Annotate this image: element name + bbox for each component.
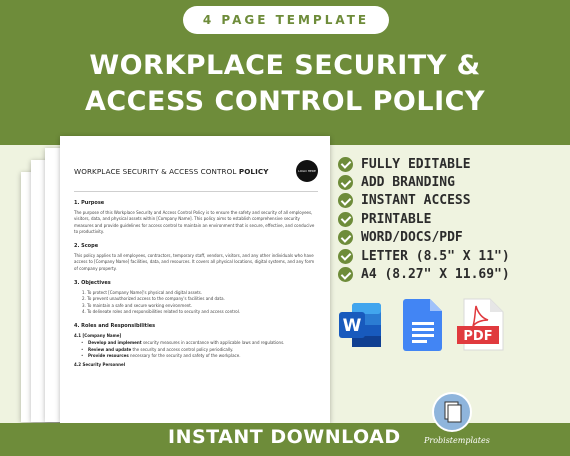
responsibility-bold: Review and update — [88, 346, 132, 352]
product-title — [0, 48, 570, 120]
section-heading-roles: 4. Roles and Responsibilities — [74, 323, 156, 330]
google-docs-icon — [403, 298, 443, 352]
objective-item: 1. To protect [Company Name]'s physical and digital assets. — [82, 290, 203, 296]
instant-download-label: INSTANT DOWNLOAD — [168, 426, 401, 448]
feature-item — [338, 173, 570, 191]
title-line-1: WORKPLACE SECURITY & — [89, 50, 481, 81]
feature-label: ADD BRANDING — [361, 175, 455, 191]
feature-label: WORD/DOCS/PDF — [361, 230, 463, 246]
check-badge-icon — [338, 249, 353, 264]
section-body-purpose: The purpose of this Workplace Security and Access Control Policy is to ensure the safety and security of all employees, visitors, data, and physical assets within [Company Name]. This policy aims to establish comprehensive security measures and provide guidelines for access control to maintain an environment that is secure, effective, and conducive to productivity. — [74, 210, 315, 234]
objective-item: 2. To prevent unauthorized access to the company's facilities and data. — [82, 296, 225, 302]
feature-item — [338, 155, 570, 173]
responsibility-text: the security and access control policy periodically. — [131, 346, 234, 352]
document-header — [74, 160, 318, 192]
check-badge-icon — [338, 157, 353, 172]
pdf-icon — [456, 298, 506, 352]
objective-item: 3. To maintain a safe and secure working environment. — [82, 302, 193, 308]
microsoft-word-icon — [338, 300, 382, 350]
feature-label: INSTANT ACCESS — [361, 193, 471, 209]
feature-item — [338, 265, 570, 283]
responsibility-bold: Provide resources — [88, 352, 129, 358]
check-badge-icon — [338, 230, 353, 245]
check-badge-icon — [338, 193, 353, 208]
document-title-bold: POLICY — [238, 166, 269, 176]
subsection-heading-security-personnel: 4.2 Security Personnel — [74, 362, 126, 368]
brand-name: Probistemplates — [424, 436, 490, 445]
subsection-heading-company: 4.1 [Company Name] — [74, 333, 122, 339]
responsibility-bold: Develop and implement — [88, 340, 142, 346]
word-letter: W — [342, 316, 362, 336]
check-badge-icon — [338, 212, 353, 227]
feature-item — [338, 210, 570, 228]
logo-placeholder: LOGO HERE — [296, 160, 318, 182]
section-heading-scope: 2. Scope — [74, 243, 99, 250]
check-badge-icon — [338, 267, 353, 282]
feature-label: FULLY EDITABLE — [361, 156, 471, 172]
document-title-regular: WORKPLACE SECURITY & ACCESS CONTROL — [74, 166, 239, 176]
feature-label: A4 (8.27" X 11.69") — [361, 267, 510, 283]
check-badge-icon — [338, 175, 353, 190]
document-page-preview — [60, 136, 330, 423]
feature-item — [338, 192, 570, 210]
objective-item: 4. To delineate roles and responsibilities related to security and access control. — [82, 308, 241, 314]
pdf-label: PDF — [463, 329, 493, 344]
documents-icon — [434, 394, 470, 430]
feature-item — [338, 247, 570, 265]
feature-label: PRINTABLE — [361, 211, 432, 227]
responsibility-text: security measures in accordance with applicable laws and regulations. — [141, 340, 285, 346]
document-title — [74, 167, 269, 176]
section-heading-purpose: 1. Purpose — [74, 200, 105, 206]
responsibility-item — [74, 353, 318, 359]
brand-logo — [432, 392, 472, 432]
feature-item — [338, 229, 570, 247]
feature-list — [338, 155, 570, 284]
section-heading-objectives: 3. Objectives — [74, 280, 111, 287]
responsibility-text: necessary for the security and safety of the workplace. — [128, 352, 241, 358]
feature-label: LETTER (8.5" X 11") — [361, 248, 510, 264]
section-body-scope: This policy applies to all employees, contractors, temporary staff, vendors, visitors, and any other individuals who have access to [Company Name] facilities, data, and resources. It covers all physical locations, digital systems, and any form of company property. — [74, 253, 315, 271]
page-count-badge: 4 PAGE TEMPLATE — [183, 6, 389, 34]
title-line-2: ACCESS CONTROL POLICY — [84, 86, 486, 117]
